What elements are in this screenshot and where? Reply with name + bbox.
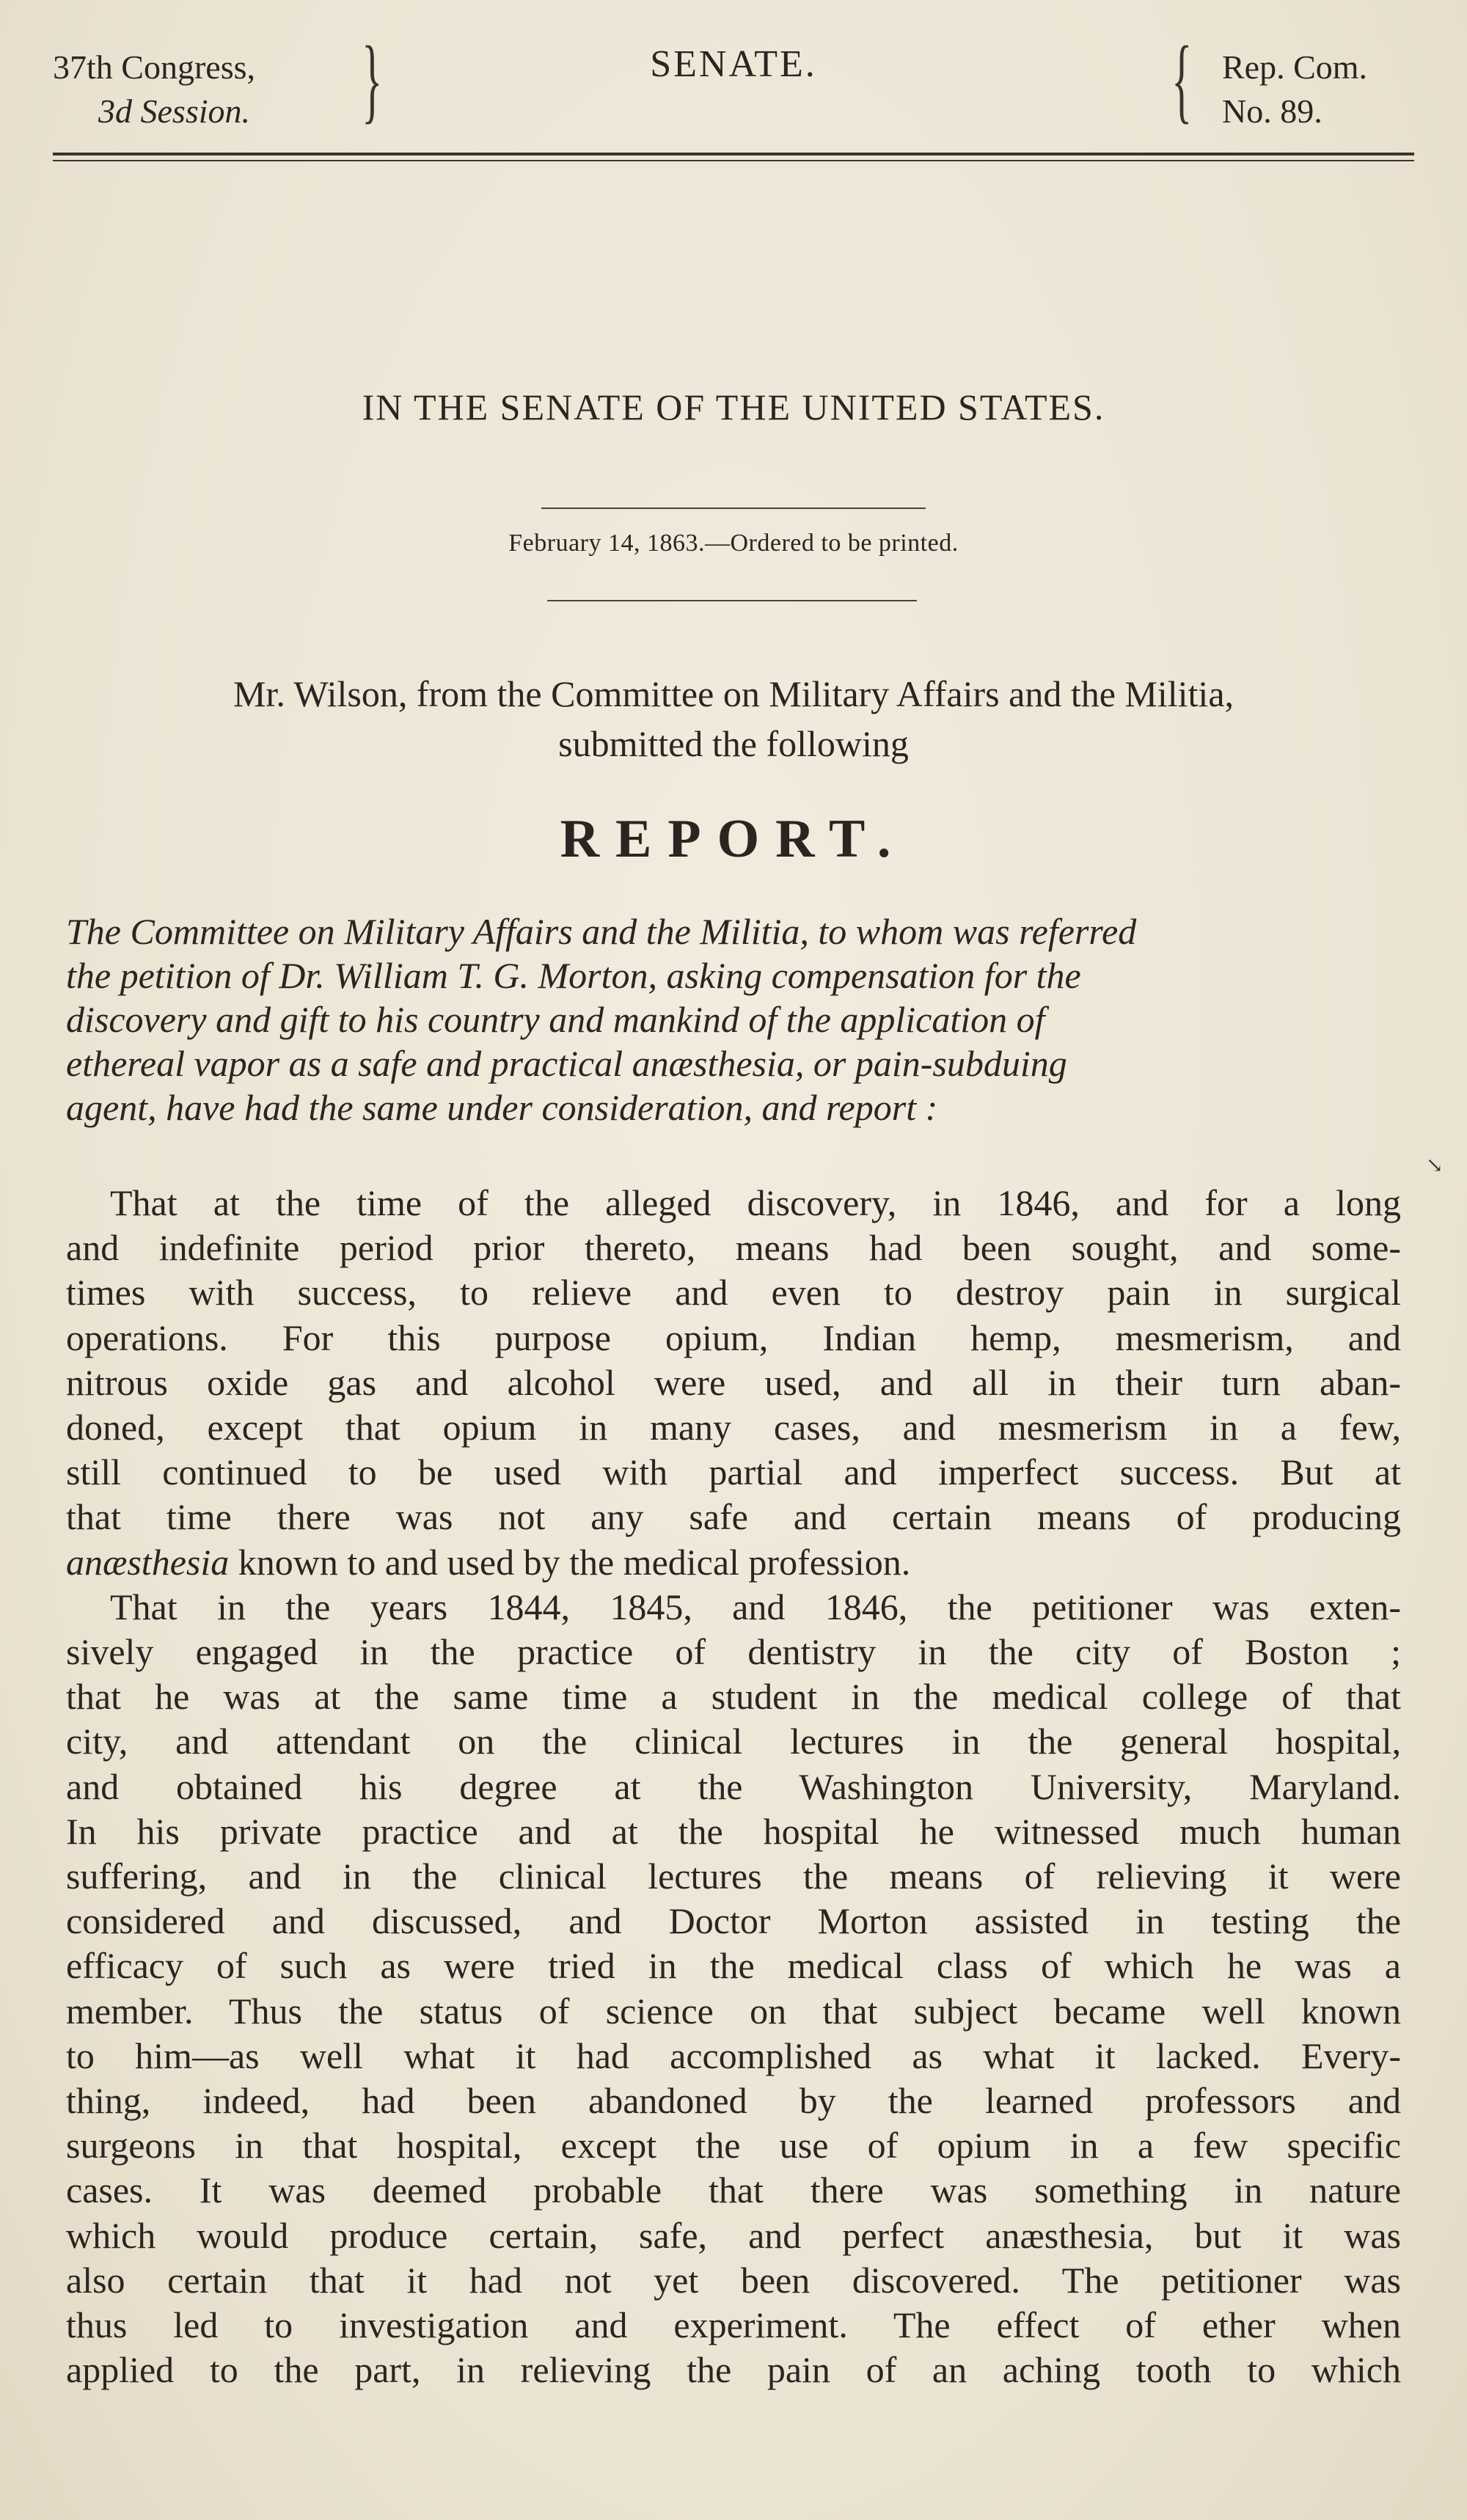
congress-label: 37th Congress, xyxy=(53,48,255,86)
body-line: That in the years 1844, 1845, and 1846, the petitioner was exten- xyxy=(110,1586,1401,1627)
report-heading: REPORT. xyxy=(560,809,907,869)
committee-line: agent, have had the same under consideration, and report : xyxy=(66,1087,938,1128)
body-line: In his private practice and at the hospital he witnessed much human xyxy=(66,1810,1401,1852)
header-rule-thin xyxy=(53,160,1414,161)
body-line: that time there was not any safe and certain means of producing xyxy=(66,1496,1401,1538)
body-line: efficacy of such as were tried in the medical class of which he was a xyxy=(66,1945,1401,1987)
body-text xyxy=(66,1181,1401,2392)
chamber-label: SENATE. xyxy=(650,43,817,85)
committee-line: ethereal vapor as a safe and practical anæsthesia, or pain-subduing xyxy=(66,1043,1067,1084)
body-line: still continued to be used with partial and imperfect success. But at xyxy=(66,1451,1401,1493)
document-title: IN THE SENATE OF THE UNITED STATES. xyxy=(362,387,1105,428)
body-line: city, and attendant on the clinical lectures in the general hospital, xyxy=(66,1721,1401,1762)
body-line: and indefinite period prior thereto, means had been sought, and some- xyxy=(66,1227,1401,1269)
body-line: considered and discussed, and Doctor Morton assisted in testing the xyxy=(66,1900,1401,1942)
rep-com-label: Rep. Com. xyxy=(1222,48,1368,86)
body-line xyxy=(66,1540,1401,1585)
committee-line: discovery and gift to his country and mankind of the application of xyxy=(66,999,1045,1040)
italic-term: anæsthesia xyxy=(66,1541,230,1583)
body-line: surgeons in that hospital, except the use of opium in a few specific xyxy=(66,2125,1401,2166)
body-line: thing, indeed, had been abandoned by the learned professors and xyxy=(66,2080,1401,2122)
body-line: nitrous oxide gas and alcohol were used, and all in their turn aban- xyxy=(66,1361,1401,1403)
body-line: times with success, to relieve and even to destroy pain in surgical xyxy=(66,1272,1401,1314)
committee-line: The Committee on Military Affairs and the Militia, to whom was referred xyxy=(66,911,1137,952)
intro-line: submitted the following xyxy=(558,723,909,764)
committee-line: the petition of Dr. William T. G. Morton, asking compensation for the xyxy=(66,955,1081,996)
report-number: No. 89. xyxy=(1222,92,1323,130)
body-line: cases. It was deemed probable that there was something in nature xyxy=(66,2169,1401,2211)
body-line: and obtained his degree at the Washington University, Maryland. xyxy=(66,1765,1401,1807)
dateline-rule-top xyxy=(541,508,926,509)
body-line: to him—as well what it had accomplished as what it lacked. Every- xyxy=(66,2034,1401,2076)
body-line: That at the time of the alleged discovery, in 1846, and for a long xyxy=(110,1182,1401,1223)
header-rule-thick xyxy=(53,153,1414,155)
report-number-block xyxy=(1222,45,1367,133)
intro-paragraph xyxy=(70,669,1397,769)
dateline: February 14, 1863.—Ordered to be printed. xyxy=(508,530,959,557)
dateline-rule-bottom xyxy=(547,600,917,601)
body-line: that he was at the same time a student in the medical college of that xyxy=(66,1676,1401,1718)
body-line: suffering, and in the clinical lectures the means of relieving it were xyxy=(66,1856,1401,1897)
body-line: sively engaged in the practice of dentistry in the city of Boston ; xyxy=(66,1631,1401,1673)
session-label: 3d Session. xyxy=(98,92,250,130)
left-brace: } xyxy=(362,27,383,133)
committee-paragraph xyxy=(66,909,1401,1129)
body-line-text: known to and used by the medical profession. xyxy=(238,1541,911,1583)
right-brace: { xyxy=(1171,27,1193,133)
body-line: also certain that it had not yet been discovered. The petitioner was xyxy=(66,2259,1401,2301)
body-line: member. Thus the status of science on that subject became well known xyxy=(66,1990,1401,2032)
body-line: operations. For this purpose opium, Indian hemp, mesmerism, and xyxy=(66,1316,1401,1358)
intro-line: Mr. Wilson, from the Committee on Military Affairs and the Militia, xyxy=(233,673,1234,714)
margin-mark: ↘ xyxy=(1426,1154,1444,1177)
body-line: which would produce certain, safe, and perfect anæsthesia, but it was xyxy=(66,2214,1401,2256)
body-line: applied to the part, in relieving the pain of an aching tooth to which xyxy=(66,2349,1401,2391)
body-line: thus led to investigation and experiment. The effect of ether when xyxy=(66,2304,1401,2346)
body-line: doned, except that opium in many cases, and mesmerism in a few, xyxy=(66,1407,1401,1448)
